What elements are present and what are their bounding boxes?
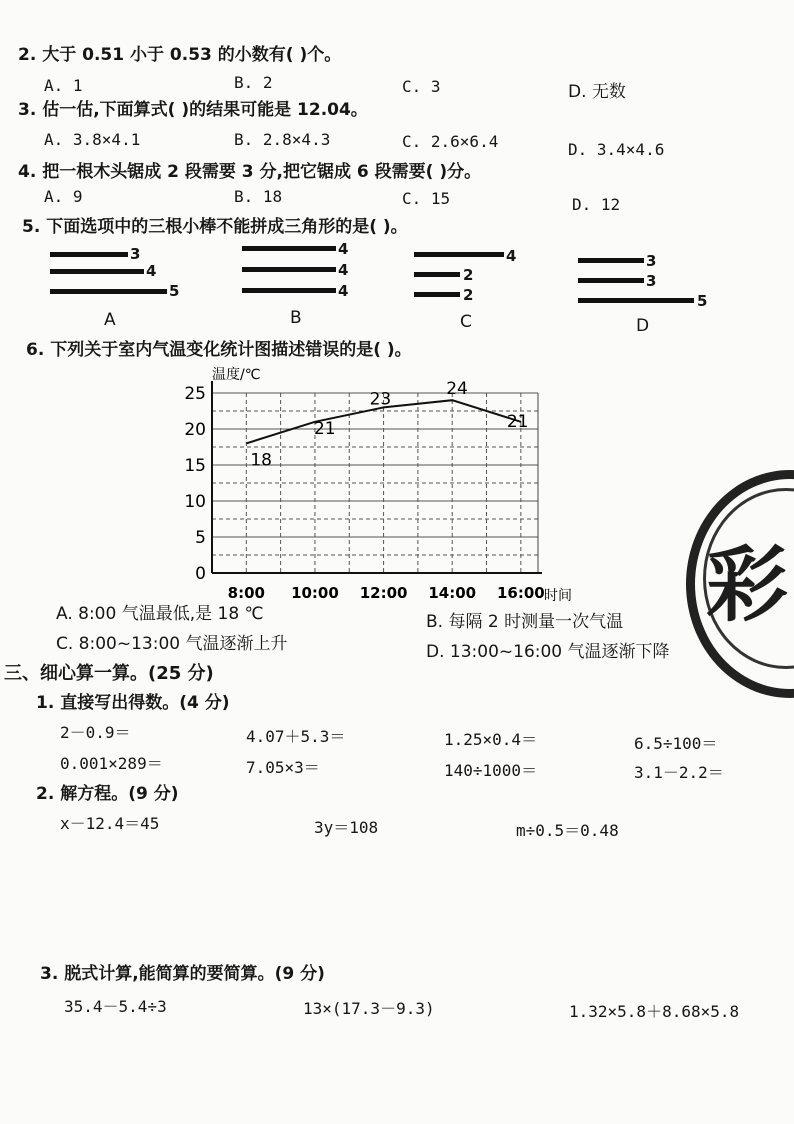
expression-item: 1.32×5.8＋8.68×5.8 [569,1002,740,1021]
stamp-seal-glyph: 彩 [706,537,789,633]
expression-item: 35.4－5.4÷3 [64,997,167,1016]
calc-item: 1.25×0.4＝ [444,730,538,749]
y-tick-label: 5 [195,528,206,548]
stick-length-label: 2 [463,286,474,304]
data-label: 24 [446,379,468,400]
x-tick-label: 10:00 [291,584,339,602]
part-3-title: 3. 脱式计算,能简算的要简算。(9 分) [40,964,325,984]
x-tick-label: 8:00 [227,584,265,602]
question-3-stem: 3. 估一估,下面算式( )的结果可能是 12.04。 [18,100,368,120]
q4-option-a: A. 9 [44,187,83,206]
y-tick-label: 10 [184,492,206,512]
section-3-title: 三、细心算一算。(25 分) [4,663,214,684]
equation-item: 3y＝108 [314,818,379,837]
group-letter: D [636,316,650,336]
question-5-stem: 5. 下面选项中的三根小棒不能拼成三角形的是( )。 [22,217,408,237]
stick-length-label: 4 [506,247,517,265]
question-2-stem: 2. 大于 0.51 小于 0.53 的小数有( )个。 [18,45,342,65]
calc-item: 7.05×3＝ [246,758,320,777]
y-axis-label: 温度/℃ [212,367,261,383]
part-2-title: 2. 解方程。(9 分) [36,784,179,804]
x-tick-label: 12:00 [359,584,408,602]
stick-length-label: 3 [646,272,657,290]
q4-option-b: B. 18 [234,187,283,206]
calc-item: 6.5÷100＝ [634,734,718,753]
stick-length-label: 3 [130,245,141,263]
data-label: 23 [369,389,392,410]
x-tick-label: 14:00 [428,584,477,602]
q3-option-b: B. 2.8×4.3 [234,130,331,149]
y-tick-label: 0 [195,564,206,584]
stick-length-label: 5 [169,282,180,300]
stick-length-label: 4 [146,262,157,280]
q3-option-a: A. 3.8×4.1 [44,130,141,149]
group-letter: C [460,312,472,332]
q3-option-d: D. 3.4×4.6 [568,140,665,159]
q2-option-b: B. 2 [234,73,273,92]
y-tick-label: 15 [184,456,206,476]
calc-item: 0.001×289＝ [60,754,163,773]
calc-item: 3.1－2.2＝ [634,763,724,782]
equation-item: x－12.4＝45 [60,814,160,833]
calc-item: 4.07＋5.3＝ [246,727,346,746]
calc-item: 2－0.9＝ [60,723,131,742]
q6-option-d: D. 13:00~16:00 气温逐渐下降 [426,642,670,662]
q4-option-c: C. 15 [402,189,451,208]
q3-option-c: C. 2.6×6.4 [402,132,499,151]
expression-item: 13×(17.3－9.3) [303,999,435,1018]
data-label: 21 [313,418,336,439]
q6-option-c: C. 8:00~13:00 气温逐渐上升 [56,634,288,654]
equation-item: m÷0.5＝0.48 [516,821,619,840]
y-tick-label: 25 [184,384,206,404]
y-tick-label: 20 [184,420,206,440]
part-1-title: 1. 直接写出得数。(4 分) [36,693,230,713]
stick-length-label: 4 [338,240,349,258]
q6-option-a: A. 8:00 气温最低,是 18 ℃ [56,604,264,624]
stick-length-label: 2 [463,266,474,284]
group-letter: B [290,308,302,328]
q2-option-c: C. 3 [402,77,441,96]
data-label: 21 [506,411,529,432]
q4-option-d: D. 12 [572,195,621,214]
question-4-stem: 4. 把一根木头锯成 2 段需要 3 分,把它锯成 6 段需要( )分。 [18,162,482,182]
stick-length-label: 5 [697,292,708,310]
q6-option-b: B. 每隔 2 时测量一次气温 [426,612,624,632]
q2-option-d: D. 无数 [568,82,626,102]
x-axis-label: 时间 [544,588,572,604]
q2-option-a: A. 1 [44,76,83,95]
stick-length-label: 4 [338,282,349,300]
calc-item: 140÷1000＝ [444,761,538,780]
stick-length-label: 3 [646,252,657,270]
stick-length-label: 4 [338,261,349,279]
group-letter: A [104,310,116,330]
data-label: 18 [250,450,272,471]
question-6-stem: 6. 下列关于室内气温变化统计图描述错误的是( )。 [26,340,412,360]
x-tick-label: 16:00 [496,584,545,602]
